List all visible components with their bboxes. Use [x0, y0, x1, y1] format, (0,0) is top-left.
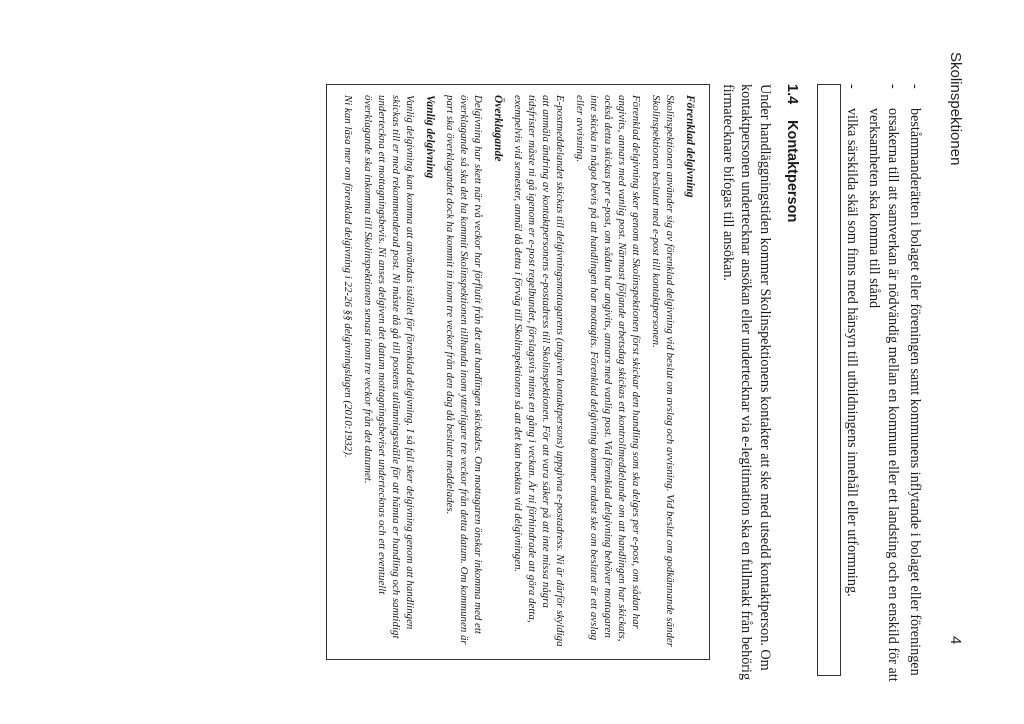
- bullet-dash-icon: -: [844, 84, 860, 89]
- empty-frame: [817, 84, 841, 676]
- section-heading: [784, 84, 800, 222]
- bullet-item: [842, 84, 861, 684]
- info-heading-overklagande: Överklagande: [492, 95, 504, 162]
- info-paragraph: Delgivning har skett när två veckor har förflutit från det att handlingen skickades. Om mottagaren önskar inkomma med ett överklagande så ska det ha kommit Skolinspektionen tillhanda inom ytterligare tre veckor från detta datum. Om kommunen är part ska överklagandet dock ha kommit in inom tre veckor från den dag då beslutet meddelades.: [444, 95, 484, 645]
- info-heading-forenklad: Förenklad delgivning: [684, 95, 696, 198]
- bullet-dash-icon: -: [907, 84, 923, 89]
- bullet-item: [905, 84, 924, 684]
- info-heading-vanlig: Vanlig delgivning: [424, 95, 436, 179]
- section-number: 1.4: [784, 84, 800, 105]
- info-paragraph: E-postmeddelandet skickas till delgivningsmottagarens (angiven kontaktpersons) uppgivna e-postadress. Ni är därför skyldiga att anmäla ändring av kontaktpersonens e-postadress till Skolinspektionen. För att vara säker på att inte missa några tidsfrister måste ni gå igenom er e-post regelbundet, förslagsvis minst en gång i veckan. Är ni förhindrade att göra detta, exempelvis vid semester, anmäl då detta i förväg till Skolinspektionen så att det kan beaktas vid delgivningen.: [512, 95, 566, 647]
- bullet-dash-icon: -: [885, 84, 901, 89]
- section-title: Kontaktperson: [784, 120, 800, 223]
- page-number: 4: [947, 636, 964, 645]
- info-paragraph: Ni kan läsa mer om förenklad delgivning i 22-26 §§ delgivningslagen (2010:1932).: [342, 95, 354, 458]
- bullet-text: beståmmanderätten i bolaget eller föreningen samt kommunens inflytande i bolaget eller föreningen: [907, 108, 923, 676]
- bullet-text: vilka särskilda skäl som finns med hänsyn till utbildningens innehåll eller utformning.: [844, 108, 860, 597]
- bullet-item: [864, 84, 902, 684]
- bullet-list: [839, 84, 924, 684]
- info-paragraph: Förenklad delgivning sker genom att Skolinspektionen först skickar den handling som ska delges per e-post, om sådan har angivits, annars med vanlig post. Närmast följande arbetsdag skickas ett kontrollmeddelande om att handlingen har skickats, också detta skickas per e-post, om sådan har angivits, annars med vanlig post. Vid förenklad delgivning behöver mottagaren inte skicka in något bevis på att handlingen har mottagits. Förenklad delgivning kommer endast ske om beslutet är ett avslag eller avvisning.: [574, 95, 642, 642]
- organization-header: Skolinspektionen: [947, 52, 964, 166]
- info-box: [326, 84, 710, 660]
- bullet-text: orsakerna till att samverkan är nödvändig mellan en kommun eller ett landsting och en enskild för att verksamheten ska komma till stånd: [866, 108, 901, 682]
- info-paragraph: Vanlig delgivning kan komma att användas istället för förenklad delgivning. I så fall sker delgivning genom att handlingen skickas till er med rekommenderad post. Ni måste då gå till postens utlämningsställe för att hämta er handling och samtidigt underteckna ett mottagningsbevis. Ni anses delgiven det datum mottagningsbeviset undertecknas och ett eventuellt överklagande ska inkomma till Skolinspektionen senast inom tre veckor från det datumet.: [362, 95, 416, 639]
- section-body: Under handläggningstiden kommer Skolinspektionens kontakter att ske med utsedd kontaktperson. Om kontaktpersonen undertecknar ansökan eller undertecknar via e-legitimation ska en fullmakt från behörig firmatecknare bifogas till ansökan.: [720, 84, 773, 681]
- info-paragraph: Skolinspektionen använder sig av förenklad delgivning vid beslut om avslag och avvisning. Vid beslut om godkännande sänder Skolinspektionen beslutet med e-post till kontaktpersonen.: [650, 95, 676, 647]
